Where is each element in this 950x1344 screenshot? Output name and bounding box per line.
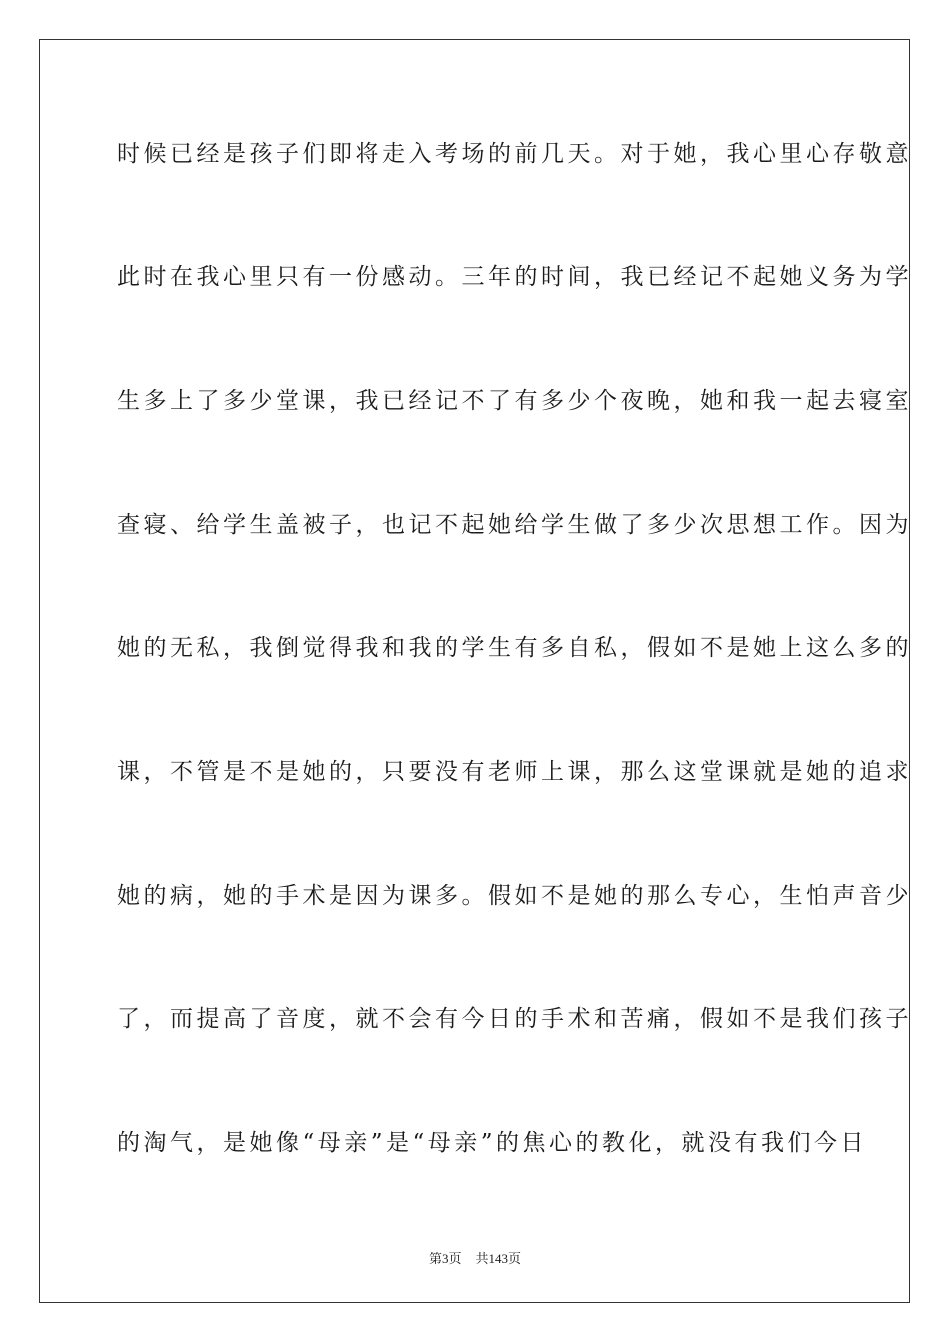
body-text-line-9: 的淘气，是她像“母亲”是“母亲”的焦心的教化，就没有我们今日 [117,1130,868,1156]
page-border [39,39,910,1303]
body-text-line-5: 她的无私，我倒觉得我和我的学生有多自私，假如不是她上这么多的 [117,635,912,661]
page-total: 共143页 [475,1251,522,1266]
body-text-line-4: 查寝、给学生盖被子，也记不起她给学生做了多少次思想工作。因为 [117,512,912,538]
page-footer [0,1248,950,1267]
body-text-line-3: 生多上了多少堂课，我已经记不了有多少个夜晚，她和我一起去寝室 [117,388,912,414]
page-number: 第3页 [428,1251,462,1266]
body-text-line-8: 了，而提高了音度，就不会有今日的手术和苦痛，假如不是我们孩子 [117,1006,912,1032]
body-text-line-1: 时候已经是孩子们即将走入考场的前几天。对于她，我心里心存敬意 [117,141,912,167]
body-text-line-2: 此时在我心里只有一份感动。三年的时间，我已经记不起她义务为学 [117,264,912,290]
body-text-line-7: 她的病，她的手术是因为课多。假如不是她的那么专心，生怕声音少 [117,883,912,909]
body-text-line-6: 课，不管是不是她的，只要没有老师上课，那么这堂课就是她的追求 [117,759,912,785]
